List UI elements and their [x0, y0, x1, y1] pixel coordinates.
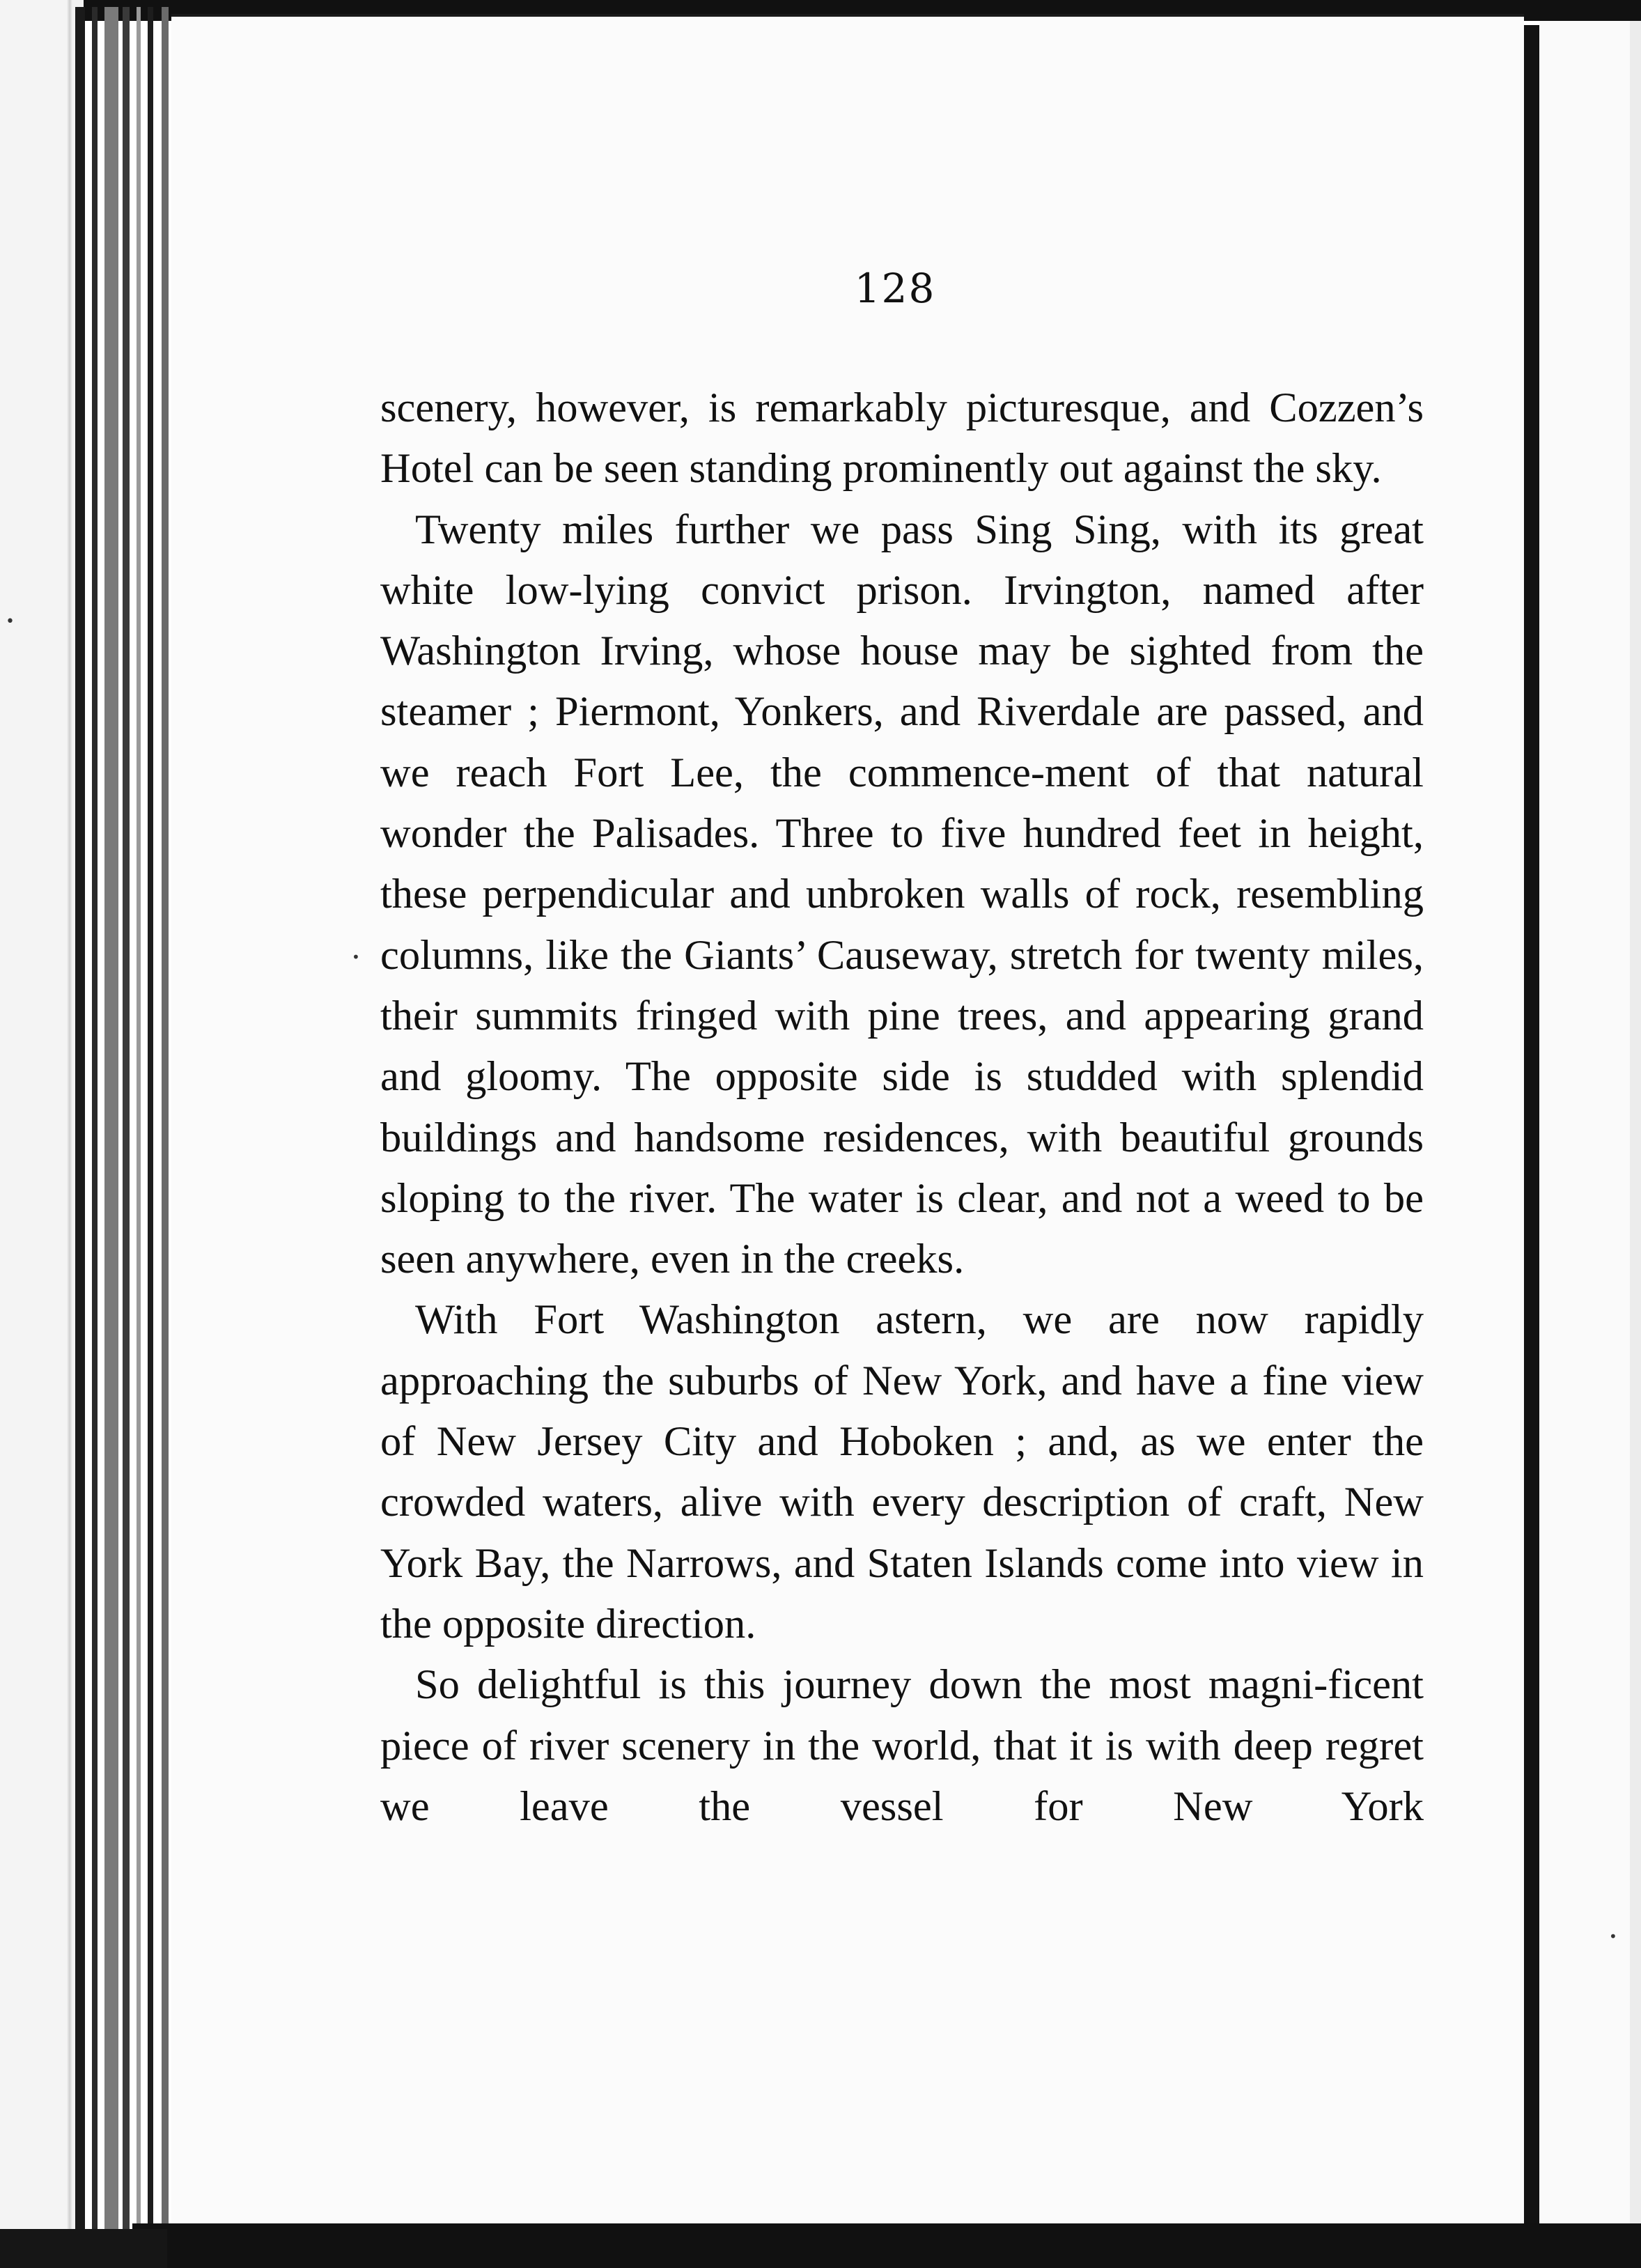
paragraph: With Fort Washington astern, we are now rapidly approaching the suburbs of New York, and have a fine view of New Jersey City and Hoboken ; and, as we enter the crowded waters, alive with every description of craft, New York Bay, the Narrows, and Staten Islands come into view in the opposite direction. — [380, 1296, 1424, 1647]
scan-corner — [0, 2229, 167, 2268]
scan-speck: • — [1609, 1928, 1617, 1945]
page-edge-line — [162, 7, 169, 2229]
page-edge-line — [104, 7, 118, 2229]
paragraph: Twenty miles further we pass Sing Sing, with its great white low-lying convict prison. Irvington, named after Washington Irving, whose house may be sighted from the steamer ; Piermont, Yonkers, and Riverdale are passed, and we reach Fort Lee, the commence-ment of that natural wonder the Palisades. Three to five hundred feet in height, these perpendicular and unbroken walls of rock, resembling columns, like the Giants’ Causeway, stretch for twenty miles, their summits fringed with pine trees, and appearing grand and gloomy. The opposite side is studded with splendid buildings and handsome residences, with beautiful grounds sloping to the river. The water is clear, and not a weed to be seen anywhere, even in the creeks. — [380, 506, 1424, 1283]
scan-speck: • — [6, 613, 15, 630]
page-edge-line — [137, 7, 141, 2229]
facing-page-margin — [1630, 21, 1641, 2223]
page-edge-line — [148, 7, 153, 2229]
scan-bottom-border — [132, 2223, 1641, 2268]
body-text — [380, 378, 1424, 1837]
paragraph: scenery, however, is remarkably picturesque, and Cozzen’s Hotel can be seen standing prominently out against the sky. — [380, 385, 1424, 492]
book-gutter — [1524, 25, 1539, 2226]
page-edge-line — [123, 7, 130, 2229]
scan-speck: • — [352, 949, 360, 965]
page-edge-stack — [0, 0, 84, 2268]
page-edge-line — [75, 7, 85, 2236]
page-edge-line — [92, 7, 98, 2236]
page-number: 128 — [854, 265, 936, 312]
paragraph: So delightful is this journey down the most magni-ficent piece of river scenery in the world, that it is with deep regret we leave the vessel for New York — [380, 1661, 1424, 1830]
facing-page-edge — [1539, 21, 1641, 2223]
